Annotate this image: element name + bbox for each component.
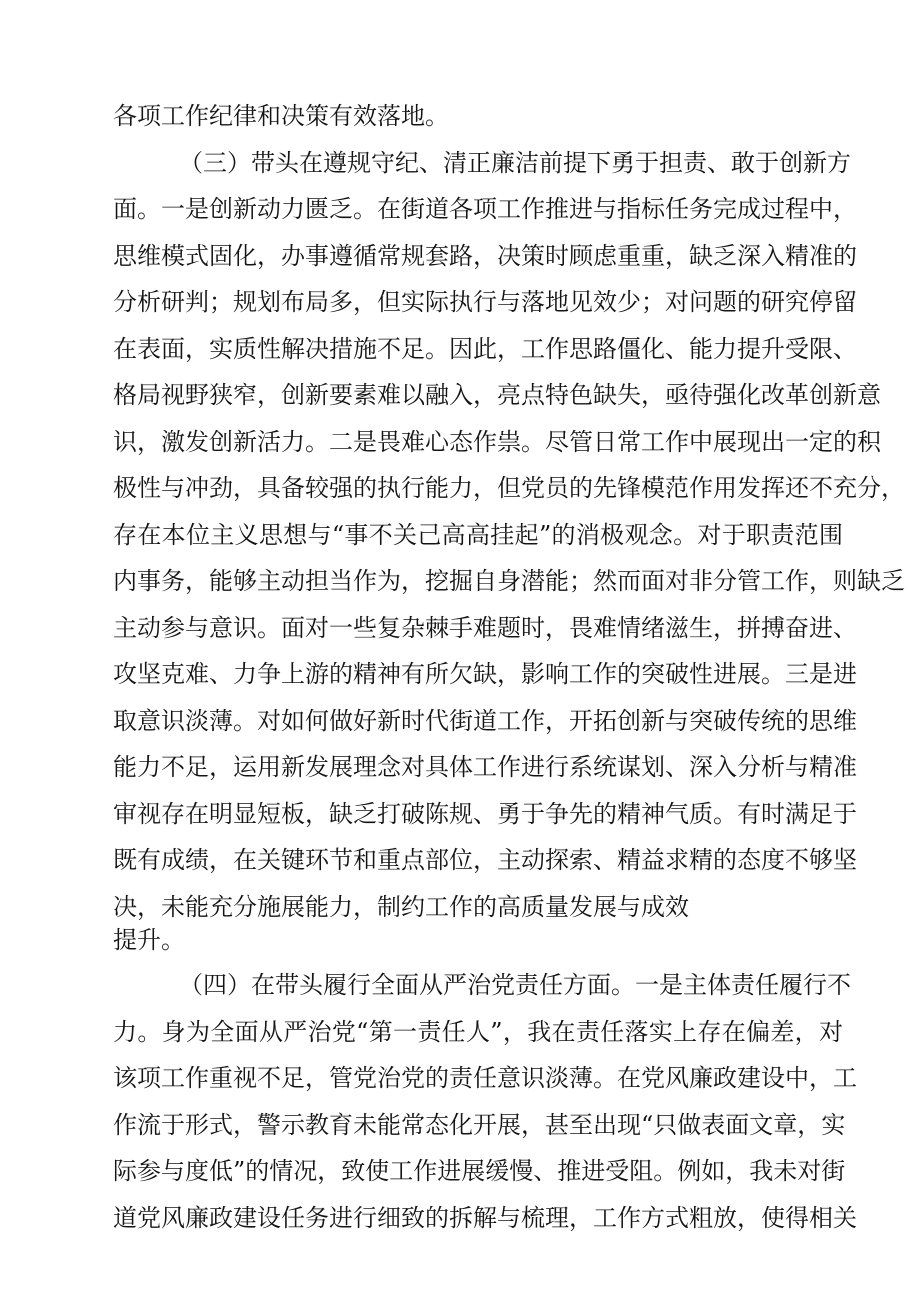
text-line: 提升。 xyxy=(113,926,185,954)
text-line: 分析研判；规划布局多，但实际执行与落地见效少；对问题的研究停留 xyxy=(113,288,857,316)
text-line: 际参与度低”的情况，致使工作进展缓慢、推进受阻。例如，我未对街 xyxy=(113,1157,846,1185)
text-line: 取意识淡薄。对如何做好新时代街道工作，开拓创新与突破传统的思维 xyxy=(113,707,857,735)
text-line: （三）带头在遵规守纪、清正廉洁前提下勇于担责、敢于创新方 xyxy=(179,149,851,177)
text-line: 主动参与意识。面对一些复杂棘手难题时，畏难情绪滋生，拼搏奋进、 xyxy=(113,614,857,642)
text-line: （四）在带头履行全面从严治党责任方面。一是主体责任履行不 xyxy=(179,971,851,999)
text-line: 该项工作重视不足，管党治党的责任意识淡薄。在党风廉政建设中，工 xyxy=(113,1064,857,1092)
text-line: 各项工作纪律和决策有效落地。 xyxy=(113,102,449,130)
text-line: 面。一是创新动力匮乏。在街道各项工作推进与指标任务完成过程中， xyxy=(113,195,857,223)
text-line: 在表面，实质性解决措施不足。因此，工作思路僵化、能力提升受限、 xyxy=(113,335,857,363)
text-line: 内事务，能够主动担当作为，挖掘自身潜能；然而面对非分管工作，则缺乏 xyxy=(113,567,905,595)
text-line: 道党风廉政建设任务进行细致的拆解与梳理，工作方式粗放，使得相关 xyxy=(113,1204,857,1232)
text-line: 思维模式固化，办事遵循常规套路，决策时顾虑重重，缺乏深入精准的 xyxy=(113,242,857,270)
text-line: 审视存在明显短板，缺乏打破陈规、勇于争先的精神气质。有时满足于 xyxy=(113,800,857,828)
text-line: 力。身为全面从严治党“第一责任人”，我在责任落实上存在偏差，对 xyxy=(113,1018,843,1046)
text-line: 决，未能充分施展能力，制约工作的高质量发展与成效 xyxy=(113,893,689,921)
text-line: 攻坚克难、力争上游的精神有所欠缺，影响工作的突破性进展。三是进 xyxy=(113,660,857,688)
text-line: 作流于形式，警示教育未能常态化开展，甚至出现“只做表面文章，实 xyxy=(113,1111,846,1139)
text-line: 极性与冲劲，具备较强的执行能力，但党员的先锋模范作用发挥还不充分， xyxy=(113,474,905,502)
text-line: 能力不足，运用新发展理念对具体工作进行系统谋划、深入分析与精准 xyxy=(113,753,857,781)
text-line: 既有成绩，在关键环节和重点部位，主动探索、精益求精的态度不够坚 xyxy=(113,846,857,874)
text-line: 识，激发创新活力。二是畏难心态作祟。尽管日常工作中展现出一定的积 xyxy=(113,428,881,456)
text-line: 格局视野狭窄，创新要素难以融入，亮点特色缺失，亟待强化改革创新意 xyxy=(113,381,881,409)
text-line: 存在本位主义思想与“事不关己高高挂起”的消极观念。对于职责范围 xyxy=(113,521,843,549)
